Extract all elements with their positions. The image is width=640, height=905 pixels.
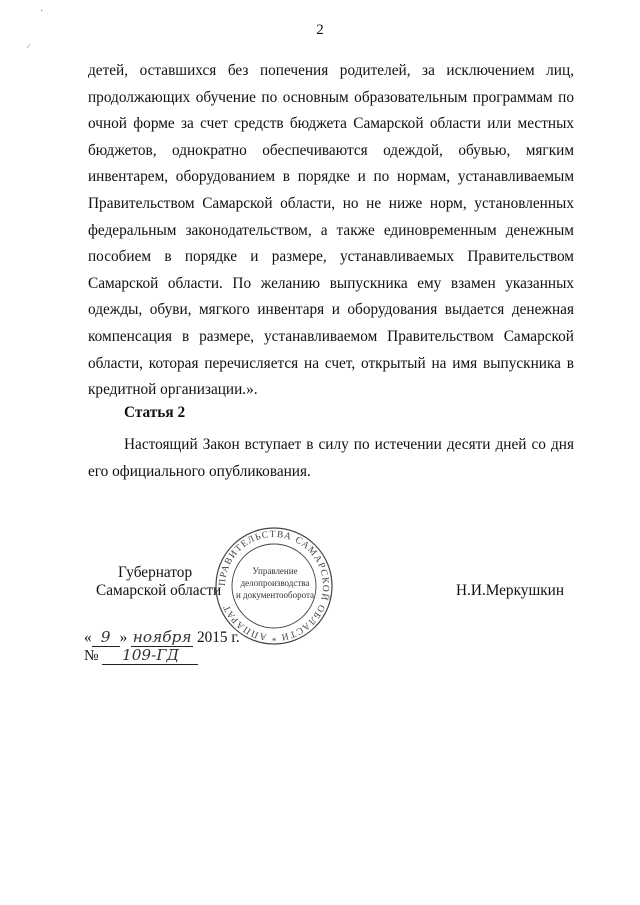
signing-date — [84, 628, 240, 647]
article-heading: Статья 2 — [124, 404, 186, 421]
scan-mark-top: · — [40, 6, 44, 17]
article-text: Настоящий Закон вступает в силу по истечении десяти дней со дня его официального опубликования. — [88, 436, 574, 480]
seal-line-3: и документооборота — [235, 590, 315, 600]
page-number: 2 — [316, 22, 324, 38]
seal-ring-text: ПРАВИТЕЛЬСТВА САМАРСКОЙ ОБЛАСТИ * АППАРАТ — [217, 529, 331, 643]
seal-line-2: делопроизводства — [240, 578, 310, 588]
number-sign: № — [84, 647, 99, 664]
date-close-quote: » — [119, 629, 128, 646]
signatory-name: Н.И.Меркушкин — [456, 582, 565, 599]
seal-line-1: Управление — [252, 566, 298, 576]
date-day: 9 — [92, 628, 120, 647]
date-month: ноября — [132, 628, 192, 646]
seal-inner-text — [230, 565, 320, 601]
body-text — [88, 58, 574, 404]
date-open-quote: « — [84, 629, 92, 646]
signatory-region: Самарской области — [96, 582, 222, 599]
scan-mark-left: ⸝ — [26, 39, 31, 50]
body-paragraph: детей, оставшихся без попечения родителей, за исключением лиц, продолжающих обучение по основным образовательным программам по очной форме за счет средств бюджета Самарской области или местных бюджетов, однократно обеспечиваются одеждой, обувью, мягким инвентарем, оборудованием в порядке и по нормам, устанавливаемым Правительством Самарской области, но не ниже норм, установленных федеральным законодательством, а также единовременным денежным пособием в порядке и размере, устанавливаемых Правительством Самарской области. По желанию выпускника ему взамен указанных одежды, обуви, мягкого инвентаря и оборудования выдается денежная компенсация в размере, устанавливаемом Правительством Самарской области, которая перечисляется на счет, открытый на имя выпускника в кредитной организации.». — [88, 62, 574, 399]
date-year: 2015 г. — [196, 629, 240, 646]
signatory-title: Губернатор — [118, 564, 193, 581]
law-number — [84, 646, 198, 665]
number-value: 109-ГД — [102, 646, 198, 665]
